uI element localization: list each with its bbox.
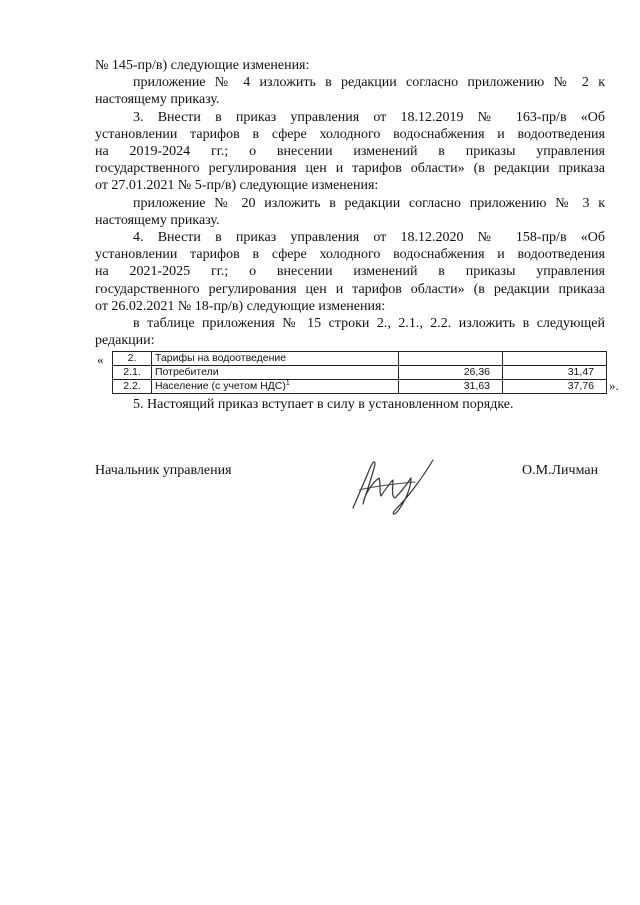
tariff-name-cell-text: Тарифы на водоотведение (155, 352, 287, 364)
row-number-cell-text: 2.2. (123, 380, 141, 392)
row-number-cell-text: 2. (127, 352, 137, 364)
table-row (113, 366, 607, 380)
text-line: редакции: (95, 333, 155, 349)
text-line: на 2021-2025 гг.; о внесении изменений в приказы управления (95, 264, 605, 280)
text-line: в таблице приложения № 15 строки 2., 2.1., 2.2. изложить в следующей (133, 316, 605, 331)
tariff-name-cell-text: Потребители (155, 366, 219, 378)
table-row (113, 380, 607, 394)
text-line: приложение № 4 изложить в редакции согласно приложению № 2 к (133, 75, 605, 91)
text-line: государственного регулирования цен и тарифов области» (в редакции приказа (95, 161, 605, 177)
text-line: от 26.02.2021 № 18-пр/в) следующие изменения: (95, 298, 386, 314)
tariff-value-cell-text: 31,47 (567, 366, 594, 378)
final-paragraph: 5. Настоящий приказ вступает в силу в установленном порядке. (133, 397, 514, 412)
row-number-cell (113, 352, 152, 366)
tariff-value-cell-text: 26,36 (463, 366, 490, 378)
table-row (113, 352, 607, 366)
signatory-name: О.М.Личман (522, 463, 599, 478)
tariff-table (112, 351, 607, 394)
text-line: на 2019-2024 гг.; о внесении изменений в приказы управления (95, 144, 605, 159)
tariff-value-cell (503, 352, 607, 366)
tariff-value-cell (503, 366, 607, 380)
table-close-quote: ». (609, 378, 619, 393)
handwritten-signature (345, 450, 440, 520)
text-line: приложение № 20 изложить в редакции согласно приложению № 3 к (133, 195, 605, 211)
text-line: от 27.01.2021 № 5-пр/в) следующие изменения: (95, 178, 379, 194)
text-line: 4. Внести в приказ управления от 18.12.2020 № 158-пр/в «Об (133, 230, 605, 245)
tariff-value-cell (399, 380, 503, 394)
tariff-value-cell (399, 352, 503, 366)
tariff-value-cell (503, 380, 607, 394)
text-line: № 145-пр/в) следующие изменения: (95, 58, 310, 73)
footnote-marker: 1 (285, 380, 290, 387)
row-number-cell (113, 380, 152, 394)
tariff-name-cell-text: Население (с учетом НДС) (155, 380, 286, 392)
text-line: государственного регулирования цен и тарифов области» (в редакции приказа (95, 281, 605, 297)
tariff-name-cell (152, 380, 399, 394)
tariff-name-cell (152, 366, 399, 380)
row-number-cell-text: 2.1. (123, 366, 141, 378)
table-open-quote: « (97, 352, 104, 367)
signatory-position: Начальник управления (95, 463, 232, 478)
text-line: установлении тарифов в сфере холодного водоснабжения и водоотведения (95, 126, 605, 142)
text-line: установлении тарифов в сфере холодного водоснабжения и водоотведения (95, 247, 605, 263)
tariff-value-cell (399, 366, 503, 380)
tariff-name-cell (152, 352, 399, 366)
tariff-value-cell-text: 37,76 (567, 380, 594, 392)
tariff-value-cell-text: 31,63 (463, 380, 490, 392)
text-line: 3. Внести в приказ управления от 18.12.2019 № 163-пр/в «Об (133, 109, 605, 125)
text-line: настоящему приказу. (95, 212, 220, 228)
row-number-cell (113, 366, 152, 380)
text-line: настоящему приказу. (95, 92, 220, 108)
